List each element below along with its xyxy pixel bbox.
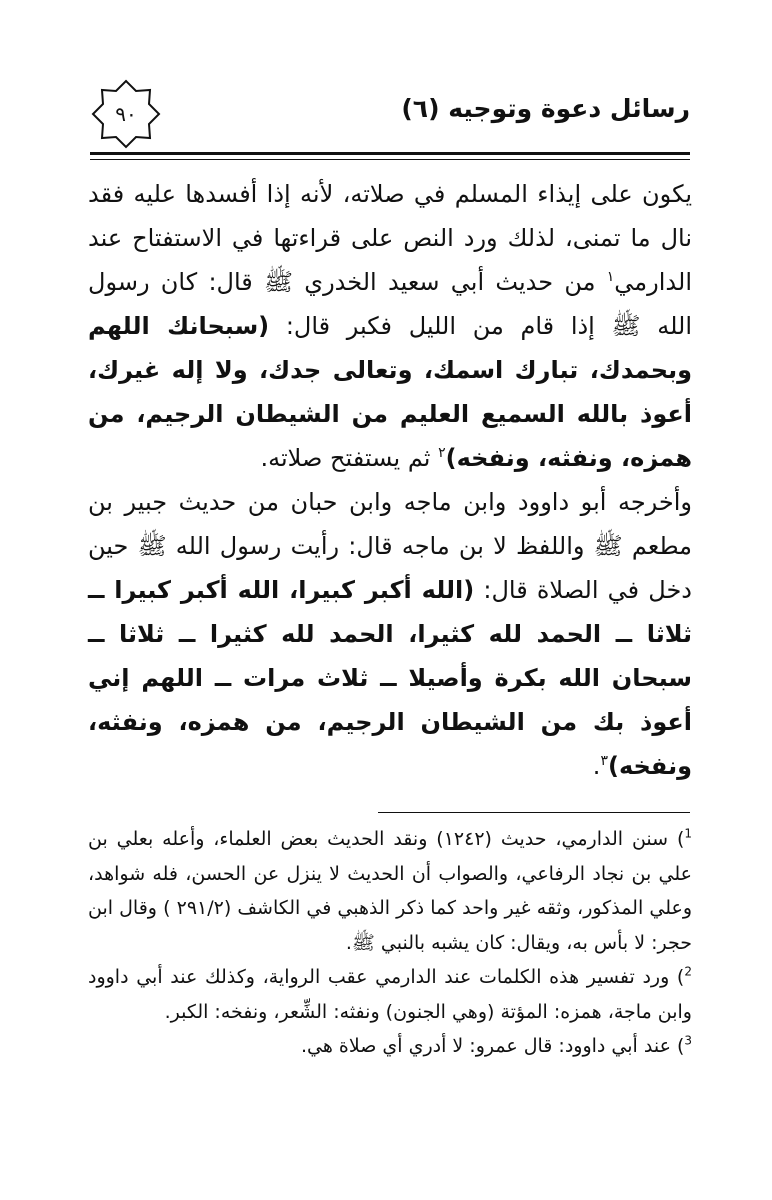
header-rule-thin (90, 159, 690, 160)
text-run: . (592, 752, 601, 780)
footnote-number: 2 (684, 964, 692, 979)
paragraph-1 (88, 172, 692, 480)
footnote-2 (88, 960, 692, 1029)
footnote-text: ) عند أبي داوود: قال عمرو: لا أدري أي صلاة هي. (301, 1035, 685, 1057)
footnote-text: ) سنن الدارمي، حديث (١٢٤٢) ونقد الحديث بعض العلماء، وأعله بعلي بن علي بن نجاد الرفاعي، والصواب أن الحديث لا ينزل عن الحسن، فله شواهد، وعلي المذكور، وثقه غير واحد كما ذكر الذهبي في الكاشف (٢٩١/٢ ) وقال ابن حجر: لا بأس به، ويقال: كان يشبه بالنبي ﷺ. (88, 828, 692, 954)
footnote-ref-3: ٣ (600, 753, 608, 769)
page-number: ٩٠ (115, 102, 137, 126)
text-run: ثم يستفتح صلاته. (260, 444, 439, 472)
hadith-quote-1: (سبحانك اللهم وبحمدك، تبارك اسمك، وتعالى جدك، ولا إله غيرك، أعوذ بالله السميع العليم من الشيطان الرجيم، من همزه، ونفثه، ونفخه) (88, 312, 692, 472)
footnote-3 (88, 1029, 692, 1064)
hadith-quote-2: (الله أكبر كبيرا، الله أكبر كبيرا ــ ثلاثا ــ الحمد لله كثيرا، الحمد لله كثيرا ــ ثلاثا ــ سبحان الله بكرة وأصيلا ــ ثلاث مرات ــ اللهم إني أعوذ بك من الشيطان الرجيم، من همزه، ونفثه، ونفخه) (88, 576, 692, 780)
header-rule-thick (90, 152, 690, 155)
paragraph-2 (88, 480, 692, 788)
footnotes (88, 822, 692, 1064)
footnote-text: ) ورد تفسير هذه الكلمات عند الدارمي عقب الرواية، وكذلك عند أبي داوود وابن ماجة، همزه: المؤتة (وهي الجنون) ونفثه: الشِّعر، ونفخه: الكبر. (88, 966, 692, 1023)
running-title: رسائل دعوة وتوجيه (٦) (401, 94, 690, 123)
text-run: يكون على إيذاء المسلم في صلاته، لأنه إذا أفسدها عليه فقد نال ما تمنى، لذلك ورد النص على قراءتها في الاستفتاح عند الدارمي (88, 180, 692, 296)
text-run: من حديث أبي سعيد الخدري ﷺ قال: كان رسول الله ﷺ إذا قام من الليل فكبر قال: (88, 268, 692, 340)
footnote-separator (378, 812, 690, 813)
footnote-number: 1 (684, 826, 693, 841)
footnote-number: 3 (684, 1033, 692, 1048)
footnote-ref-2: ٢ (438, 445, 446, 461)
page-number-badge (90, 78, 162, 150)
page-header (90, 78, 690, 148)
main-text (88, 172, 692, 788)
footnote-ref-1: ١ (606, 269, 615, 285)
text-run: وأخرجه أبو داوود وابن ماجه وابن حبان من حديث جبير بن مطعم ﷺ واللفظ لا بن ماجه قال: رأيت رسول الله ﷺ حين دخل في الصلاة قال: (88, 488, 692, 604)
footnote-1 (88, 822, 692, 960)
